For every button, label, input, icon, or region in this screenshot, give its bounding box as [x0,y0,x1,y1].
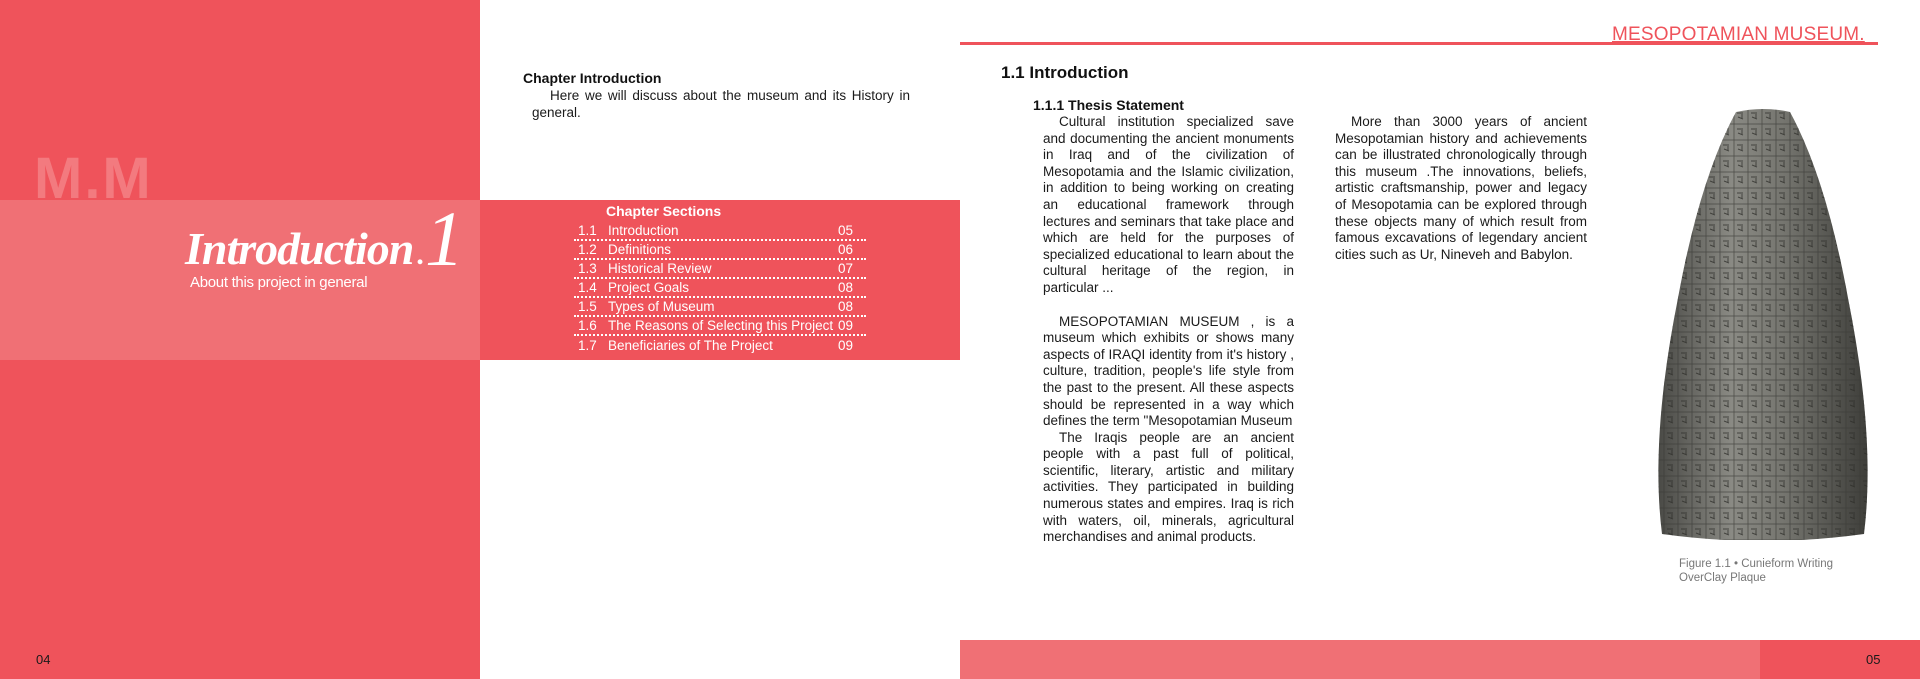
toc-item[interactable] [574,260,866,279]
toc-item-number: 1.1 [578,223,597,238]
toc-item[interactable] [574,241,866,260]
chapter-subtitle: About this project in general [190,274,368,291]
toc-item[interactable] [574,298,866,317]
chapter-number: 1 [425,195,464,282]
toc-item-page: 09 [838,338,854,353]
chapter-title [185,222,424,275]
paragraph: MESOPOTAMIAN MUSEUM , is a museum which exhibits or shows many aspects of IRAQI identity from it's history , culture, tradition, people's life style from the past to the present. All these aspects should be represented in a way which defines the term "Mesopotamian Museum [1043,313,1294,429]
chapter-title-text: Introduction [185,223,414,274]
footer-bar [960,640,1760,679]
chapter-title-dot: . [417,238,424,271]
figure-caption [1679,557,1833,585]
toc-item-label: Introduction [608,223,679,238]
toc-item-page: 05 [838,223,854,238]
toc-item[interactable] [574,279,866,298]
toc-item-number: 1.6 [578,318,597,333]
chapter-intro-text: Here we will discuss about the museum and its History in general. [532,88,910,120]
subsection-title: 1.1.1 Thesis Statement [1033,97,1184,113]
toc-item[interactable] [574,317,866,336]
chapter-intro-heading: Chapter Introduction [523,70,662,86]
paragraph: Cultural institution specialized save and documenting the ancient monuments in Iraq and of the civilization of Mesopotamia and the Islamic civilization, in addition to being working on creating an educational framework through lectures and seminars that take place and which are held for the purposes of specialized educational to learn about the cultural heritage of the region, in particular ... [1043,114,1294,295]
text-column-2 [1335,114,1587,263]
toc-item-label: Historical Review [608,261,712,276]
toc-item[interactable] [574,336,866,355]
toc-item-page: 09 [838,318,854,333]
footer-bar-accent [1760,640,1920,679]
toc-item-number: 1.3 [578,261,597,276]
toc-item-number: 1.7 [578,338,597,353]
toc-item-page: 07 [838,261,854,276]
toc-item-page: 06 [838,242,854,257]
toc-item-label: Project Goals [608,280,690,295]
toc-item-label: Definitions [608,242,672,257]
toc-item-number: 1.2 [578,242,597,257]
toc-item-page: 08 [838,280,854,295]
cuneiform-plaque-image [1650,108,1876,540]
running-header: MESOPOTAMIAN MUSEUM. [1612,24,1865,45]
logo-mark: M.M [34,146,153,211]
toc-item-label: The Reasons of Selecting this Project [608,318,834,333]
page-number-right: 05 [1866,652,1881,667]
paragraph: More than 3000 years of ancient Mesopotamian history and achievements can be illustrated chronologically through this museum .The innovations, beliefs, artistic craftsmanship, power and legacy of Mesopotamia can be explored through these objects many of which result from famous excavations of legendary ancient cities such as Ur, Nineveh and Babylon. [1335,114,1587,262]
chapter-sections-heading: Chapter Sections [606,203,722,219]
caption-line-2: OverClay Plaque [1679,572,1766,584]
toc-item-label: Beneficiaries of The Project [608,338,773,353]
text-column-1 [1043,114,1294,546]
paragraph: The Iraqis people are an ancient people with a past full of political, scientific, literary, artistic and military activities. They participated in building numerous states and empires. Iraq is rich with waters, oil, minerals, agricultural merchandises and animal products. [1043,429,1294,545]
toc-item-label: Types of Museum [608,299,715,314]
toc-item-number: 1.5 [578,299,597,314]
toc-item-page: 08 [838,299,854,314]
page-number-left: 04 [36,652,51,667]
section-title: 1.1 Introduction [1001,63,1129,82]
toc-item-number: 1.4 [578,280,597,295]
caption-line-1: Figure 1.1 • Cunieform Writing [1679,558,1834,570]
table-of-contents [574,222,866,355]
toc-item[interactable] [574,222,866,241]
